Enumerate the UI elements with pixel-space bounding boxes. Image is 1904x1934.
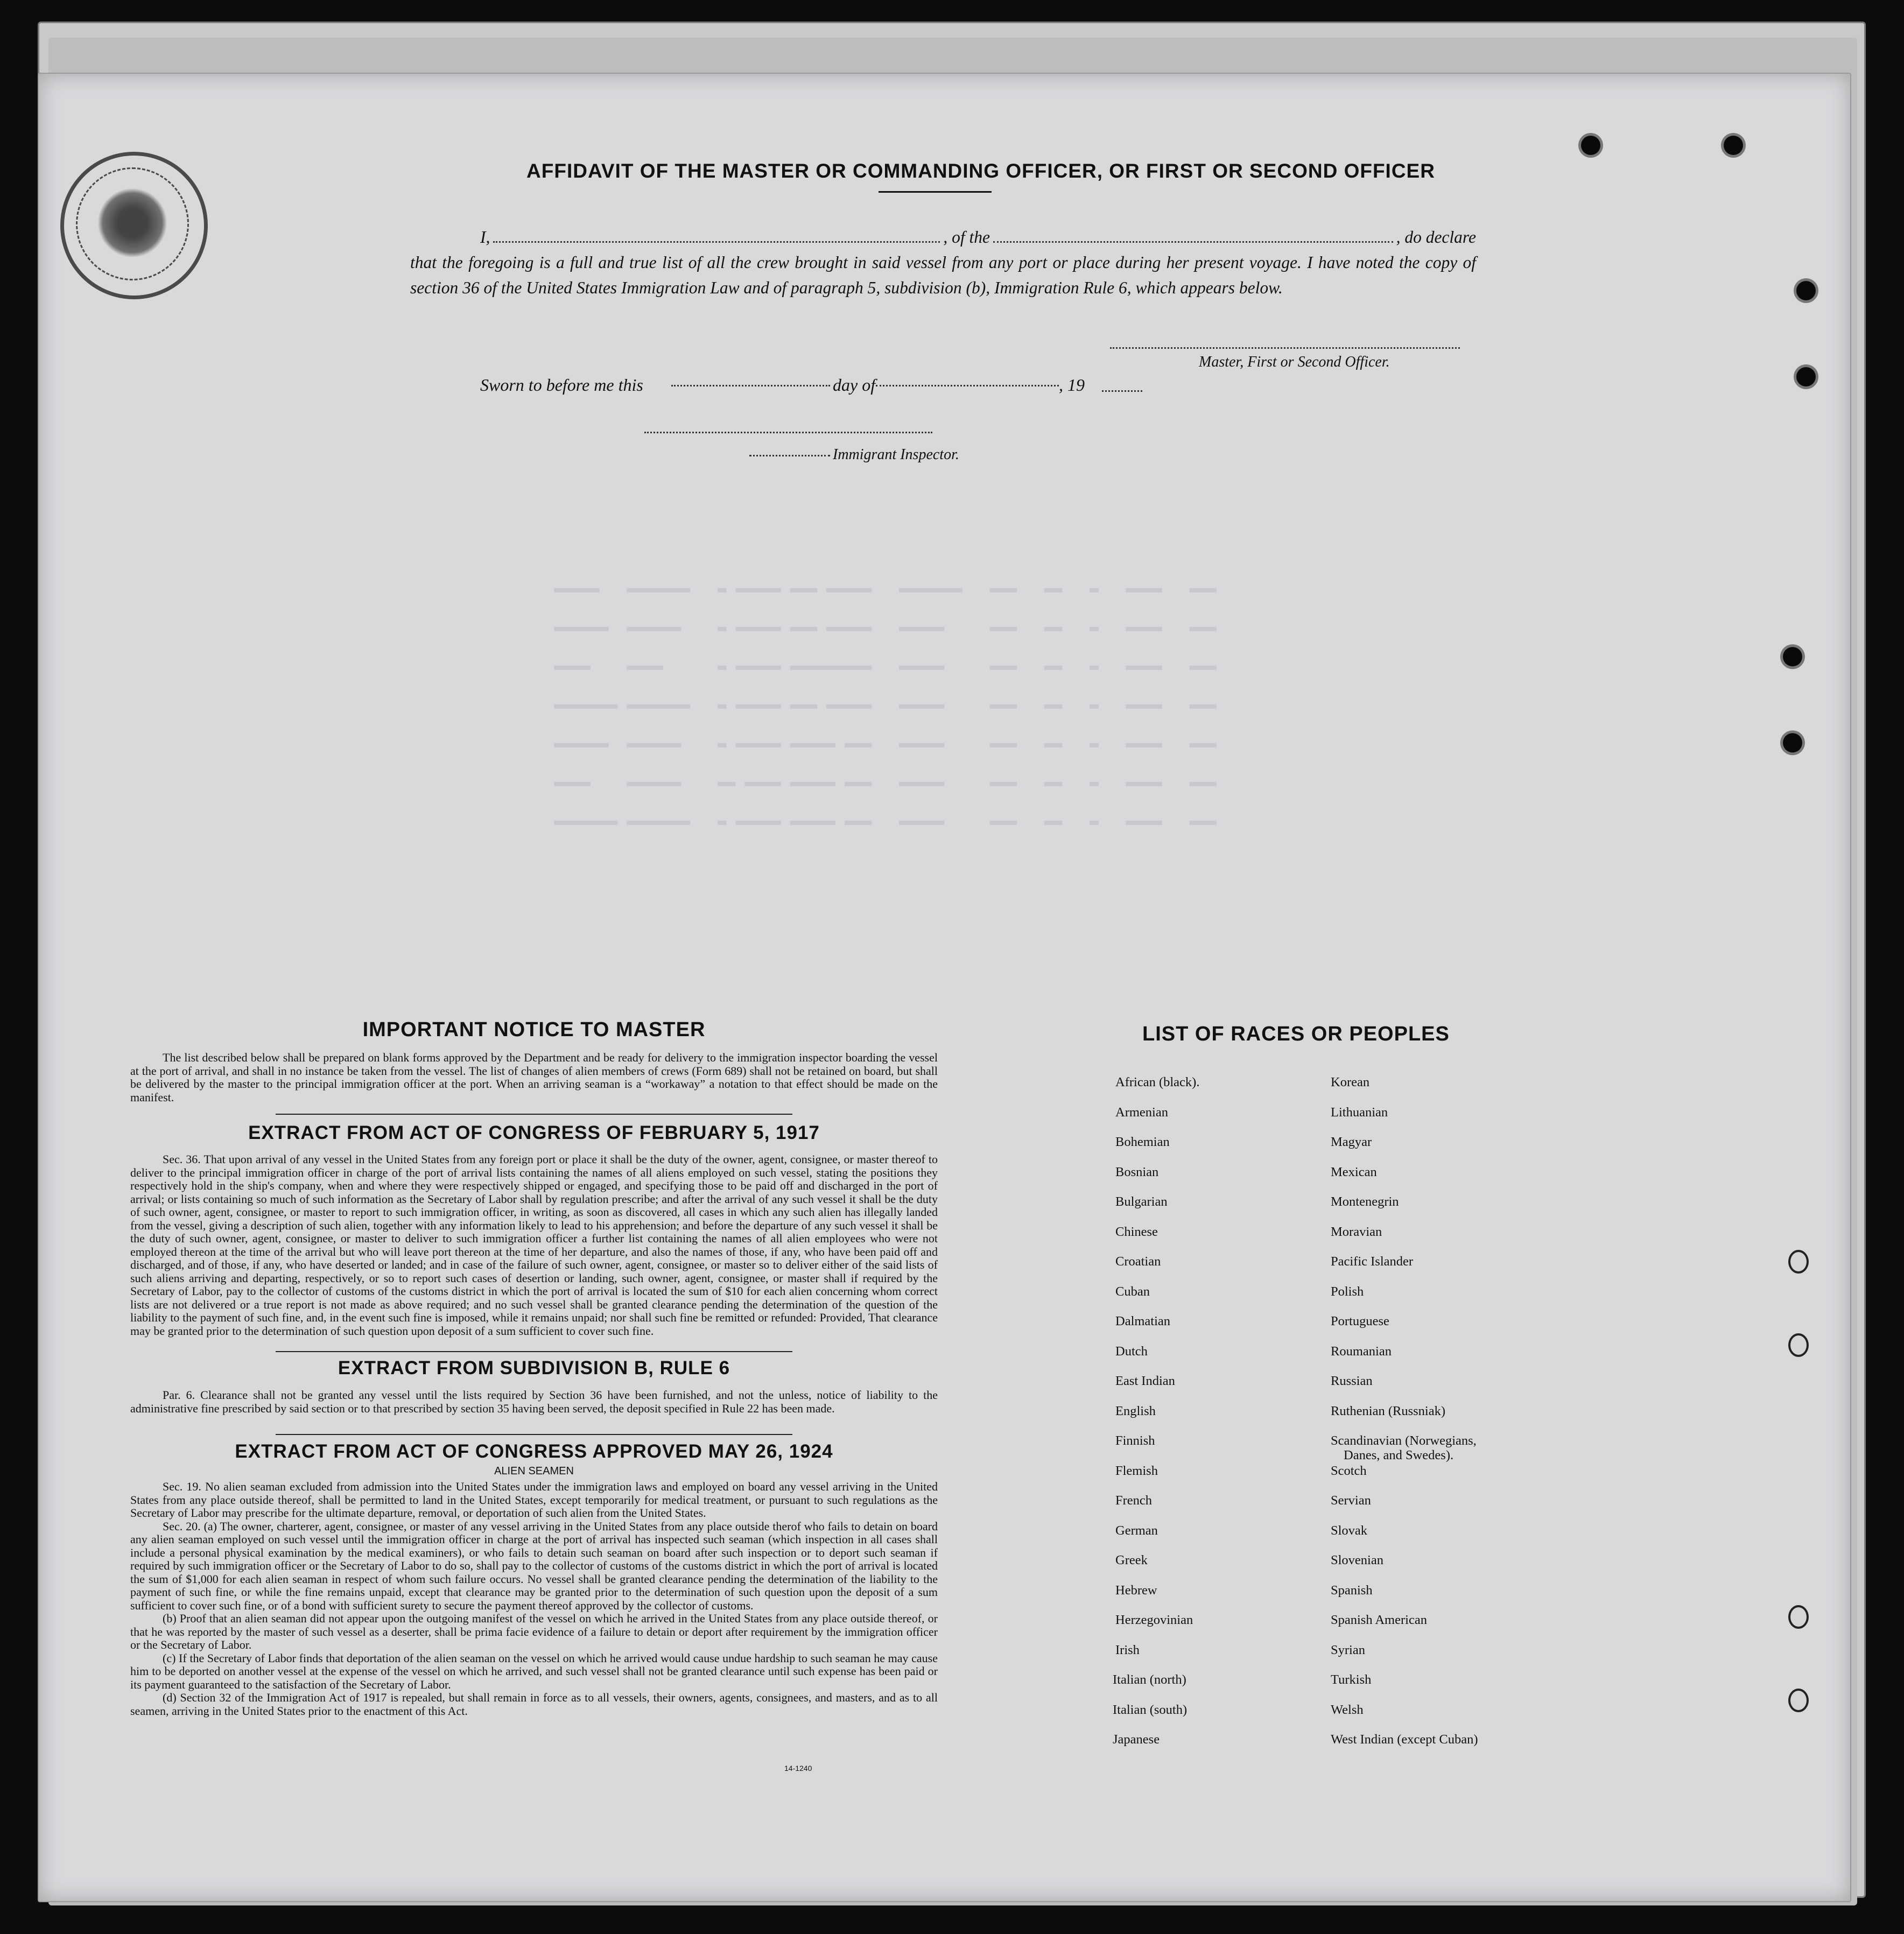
race-item: Hebrew [1115,1583,1157,1598]
section-20b-paragraph: (b) Proof that an alien seaman did not appear upon the outgoing manifest of the vessel on which he arrived in the United States from any place outside thereof, or that he was reported by the master of such vessel as a deserter, shall be prima facie evidence of a failure to detain or deport after requirement by the immigration officer or the Secretary of Labor. [130,1612,938,1651]
extract-rule6-title: EXTRACT FROM SUBDIVISION B, RULE 6 [338,1358,730,1379]
race-item: Dutch [1115,1344,1148,1359]
race-item: Portuguese [1331,1314,1389,1328]
sworn-label: Sworn to before me this [480,375,643,395]
race-item: Danes, and Swedes). [1344,1448,1454,1462]
race-item: Russian [1331,1374,1373,1388]
race-item: Magyar [1331,1135,1372,1149]
master-signature-label: Master, First or Second Officer. [1199,354,1390,370]
race-item: Pacific Islander [1331,1254,1414,1269]
race-item: Slovak [1331,1523,1368,1538]
extract-1924-title: EXTRACT FROM ACT OF CONGRESS APPROVED MAY 26, 1924 [235,1441,833,1462]
paragraph-6: Par. 6. Clearance shall not be granted any vessel until the lists required by Section 36 have been furnished, and not the unless, notice of liability to the administrative fine prescribed by said section or to that prescribed by section 35 having been served, the deposit specified in Rule 22 has been made. [130,1388,938,1415]
notice-text [130,1051,938,1104]
inspector-label: Immigrant Inspector. [833,446,959,463]
race-item: Italian (south) [1113,1702,1188,1717]
race-item: Polish [1331,1284,1364,1299]
race-item: Moravian [1331,1224,1382,1239]
official-seal-stamp [60,152,208,299]
notice-title: IMPORTANT NOTICE TO MASTER [362,1018,706,1041]
race-item: Flemish [1115,1463,1158,1478]
race-item: Japanese [1113,1732,1160,1747]
declare-text: , do declare [1396,228,1476,247]
affidavit-statement: that the foregoing is a full and true list of all the crew brought in said vessel from any port or place during her present voyage. I have noted the copy of section 36 of the United States Immigration Law and of paragraph 5, subdivision (b), Immigration Rule 6, which appears below. [410,253,1476,297]
race-item: West Indian (except Cuban) [1331,1732,1478,1747]
race-item: French [1115,1493,1153,1508]
vessel-prefix: , of the [943,228,990,247]
race-item: Greek [1115,1553,1148,1567]
race-item: Spanish American [1331,1613,1427,1627]
notice-paragraph: The list described below shall be prepared on blank forms approved by the Department and be ready for delivery to the immigration inspector boarding the vessel at the port of arrival, and shall in no instance be taken from the vessel. The list of changes of alien members of crews (Form 689) shall not be retained on board, but shall be delivered by the master to the principal immigration officer at the port. When an arriving seaman is a “workaway” a notation to that effect should be made on the manifest. [130,1051,938,1104]
race-item: Servian [1331,1493,1371,1508]
races-column-2 [1331,1075,1557,1828]
punch-hole-ring-icon [1788,1333,1809,1357]
sworn-day-field[interactable] [671,385,830,386]
race-item: Turkish [1331,1672,1372,1687]
affidavit-title: AFFIDAVIT OF THE MASTER OR COMMANDING OFFICER, OR FIRST OR SECOND OFFICER [526,160,1435,182]
punch-hole-icon [1796,367,1816,386]
section-20c-paragraph: (c) If the Secretary of Labor finds that deportation of the alien seaman on the vessel on which he arrived would cause undue hardship to such seaman he may cause him to be deported on another vessel at the expense of the vessel on which he arrived, and such vessel shall not be granted clearance until such expense has been paid or its payment guaranteed to the satisfaction of the Secretary of Labor. [130,1651,938,1691]
declarant-name-field[interactable] [493,226,940,243]
year-prefix: , 19 [1059,375,1085,395]
inspector-signature-line[interactable] [644,432,932,433]
race-item: Chinese [1115,1224,1158,1239]
race-item: Mexican [1331,1164,1377,1179]
race-item: Armenian [1115,1105,1168,1120]
race-item: Spanish [1331,1583,1373,1598]
declarant-prefix: I, [480,228,490,247]
race-item: Cuban [1115,1284,1150,1299]
races-column-1 [1115,1075,1320,1828]
race-item: Finnish [1115,1433,1155,1448]
inspector-short-line [749,455,830,456]
extract-rule6-text [130,1389,938,1415]
race-item: English [1115,1403,1156,1418]
race-item: Bohemian [1115,1135,1170,1149]
punch-hole-icon [1783,733,1802,752]
alien-seamen-subtitle: ALIEN SEAMEN [494,1465,574,1477]
races-title: LIST OF RACES OR PEOPLES [1142,1023,1450,1045]
show-through-texture: ▬▬▬▬▬ ▬▬▬▬▬▬▬ ▬ ▬▬▬▬▬ ▬▬▬ ▬▬▬▬▬ ▬▬▬▬▬▬▬ ▬▬▬ ▬▬ ▬ ▬▬▬▬ ▬▬▬ ▬▬▬▬▬▬ ▬▬▬▬▬▬ ▬ ▬▬▬▬▬ ▬▬▬ ▬▬▬▬▬ ▬▬▬▬▬ ▬▬▬ ▬▬ ▬ ▬▬▬▬ ▬▬▬ ▬▬▬▬ ▬▬▬▬ ▬ ▬▬▬▬▬ ▬▬▬▬▬▬▬▬▬ ▬▬▬▬▬ ▬▬▬ ▬▬ ▬ ▬▬▬▬ ▬▬▬ ▬▬▬▬▬▬▬ ▬▬▬▬▬▬▬ ▬ ▬▬▬▬▬ ▬▬▬ ▬▬▬▬▬ ▬▬▬▬▬ ▬▬▬ ▬▬ ▬ ▬▬▬▬ ▬▬▬ ▬▬▬▬▬▬ ▬▬▬▬▬▬ ▬ ▬▬▬▬▬ ▬▬▬▬▬ ▬▬▬ ▬▬▬▬▬ ▬▬▬ ▬▬ ▬ ▬▬▬▬ ▬▬▬ ▬▬▬▬ ▬▬▬▬▬▬ ▬▬ ▬▬▬▬ ▬▬▬▬▬ ▬▬▬ ▬▬▬▬▬ ▬▬▬ ▬▬ ▬ ▬▬▬▬ ▬▬▬ ▬▬▬▬▬▬▬ ▬▬▬▬▬▬▬ ▬ ▬▬▬▬▬ ▬▬▬▬▬ ▬▬▬ ▬▬▬▬▬ ▬▬▬ ▬▬ ▬ ▬▬▬▬ ▬▬▬ [554,580,1217,831]
punch-hole-icon [1724,136,1743,155]
affidavit-body [410,224,1476,300]
vessel-name-field[interactable] [993,226,1393,243]
section-divider [276,1434,792,1435]
race-item: Scotch [1331,1463,1367,1478]
punch-hole-icon [1783,647,1802,666]
race-item: Herzegovinian [1115,1613,1193,1627]
race-item: Irish [1115,1642,1140,1657]
punch-hole-icon [1581,136,1600,155]
race-item: African (black). [1115,1075,1200,1089]
race-item: Montenegrin [1331,1194,1399,1209]
race-item: Roumanian [1331,1344,1392,1359]
race-item: German [1115,1523,1158,1538]
race-item: Lithuanian [1331,1105,1388,1120]
extract-1917-title: EXTRACT FROM ACT OF CONGRESS OF FEBRUARY 5, 1917 [248,1122,820,1143]
race-item: Dalmatian [1115,1314,1171,1328]
race-item: East Indian [1115,1374,1175,1388]
race-item: Bulgarian [1115,1194,1168,1209]
race-item: Scandinavian (Norwegians, [1331,1433,1477,1448]
punch-hole-icon [1796,281,1816,300]
punch-hole-ring-icon [1788,1250,1809,1274]
master-signature-line[interactable] [1110,347,1460,349]
race-item: Welsh [1331,1702,1364,1717]
punch-hole-ring-icon [1788,1605,1809,1629]
section-20d-paragraph: (d) Section 32 of the Immigration Act of 1917 is repealed, but shall remain in force as to all vessels, their owners, agents, consignees, and masters, and as to all seamen, arriving in the United States prior to the enactment of this Act. [130,1691,938,1718]
race-item: Slovenian [1331,1553,1383,1567]
extract-1917-text [130,1153,938,1338]
section-36-paragraph: Sec. 36. That upon arrival of any vessel in the United States from any foreign port or place it shall be the duty of the owner, agent, consignee, or master thereof to deliver to the principal immigration officer in charge of the port of arrival lists containing the names of all aliens employed on such vessel, stating the positions they respectively hold in the ship's company, when and where they were respectively shipped or engaged, and specifying those to be paid off and discharged in the port of arrival; or lists containing so much of such information as the Secretary of Labor shall by regulation prescribe; and after the arrival of any such vessel it shall be the duty of such owner, agent, consignee, or master to report to such immigration officer, in writing, as soon as discovered, all cases in which any such alien has illegally landed from the vessel, giving a description of such alien, together with any information likely to lead to his apprehension; and before the departure of any such vessel it shall be the duty of such owner, agent, consignee, or master to deliver to such immigration officer a further list containing the names of all alien employees who were not employed thereon at the time of the arrival but who will leave port thereon at the time of her departure, and also the names of those, if any, who have been paid off and discharged, and of those, if any, who have deserted or landed; and in case of the failure of such owner, agent, consignee, or master so to deliver either of the said lists of such aliens arriving and departing, respectively, or so to report such cases of desertion or landing, such owner, agent, consignee, or master shall if required by the Secretary of Labor, pay to the collector of customs of the customs district in which the port of arrival is located the sum of $10 for each alien concerning whom correct lists are not delivered or a true report is not made as above required; and no such vessel shall be granted clearance pending the determination of the question of the liability to the payment of such fine, and, in the event such fine is imposed, while it remains unpaid; nor shall such fine be remitted or refunded: Provided, That clearance may be granted prior to the determination of such question upon deposit of a sum sufficient to cover such fine. [130,1152,938,1338]
eagle-emblem-icon [97,188,167,258]
title-underline [879,191,992,193]
form-number: 14-1240 [784,1764,812,1773]
section-divider [276,1351,792,1352]
extract-1924-text [130,1480,938,1718]
sworn-year-field[interactable] [1102,390,1142,392]
day-of-label: day of [833,375,876,395]
section-divider [276,1114,792,1115]
race-item: Syrian [1331,1642,1365,1657]
declarant-row [410,224,1476,250]
race-item: Italian (north) [1113,1672,1186,1687]
section-19-paragraph: Sec. 19. No alien seaman excluded from admission into the United States under the immigration laws and employed on board any vessel arriving in the United States from any place outside thereof, shall be permitted to land in the United States, except temporarily for medical treatment, or pursuant to such regulations as the Secretary of Labor may prescribe for the ultimate departure, removal, or deportation of such alien from the United States. [130,1480,938,1520]
punch-hole-ring-icon [1788,1689,1809,1712]
race-item: Bosnian [1115,1164,1159,1179]
section-20a-paragraph: Sec. 20. (a) The owner, charterer, agent, consignee, or master of any vessel arriving in the United States from any place outside therof who fails to detain on board any alien seaman employed on such vessel until the immigration officer in charge at the port of arrival has inspected such seaman (which inspection in all cases shall include a personal physical examination by the medical examiners), or who fails to detain such seaman on board after such inspection or to deport such seaman if required by such immigration officer or the Secretary of Labor to do so, shall pay to the collector of customs of the customs district in which the port of arrival is located the sum of $1,000 for each alien seaman in respect of whom such failure occurs. No vessel shall be granted clearance pending the determination of the liability to the payment of such fine, or while the fine remains unpaid, except that clearance may be granted prior to the determination of such question upon the deposit of a sum sufficient to cover such fine, or of a bond with sufficient surety to secure the payment thereof approved by the collector of customs. [130,1519,938,1612]
race-item: Croatian [1115,1254,1161,1269]
race-item: Korean [1331,1075,1370,1089]
document-page [38,73,1851,1902]
race-item: Ruthenian (Russniak) [1331,1403,1445,1418]
sworn-month-field[interactable] [876,385,1059,386]
